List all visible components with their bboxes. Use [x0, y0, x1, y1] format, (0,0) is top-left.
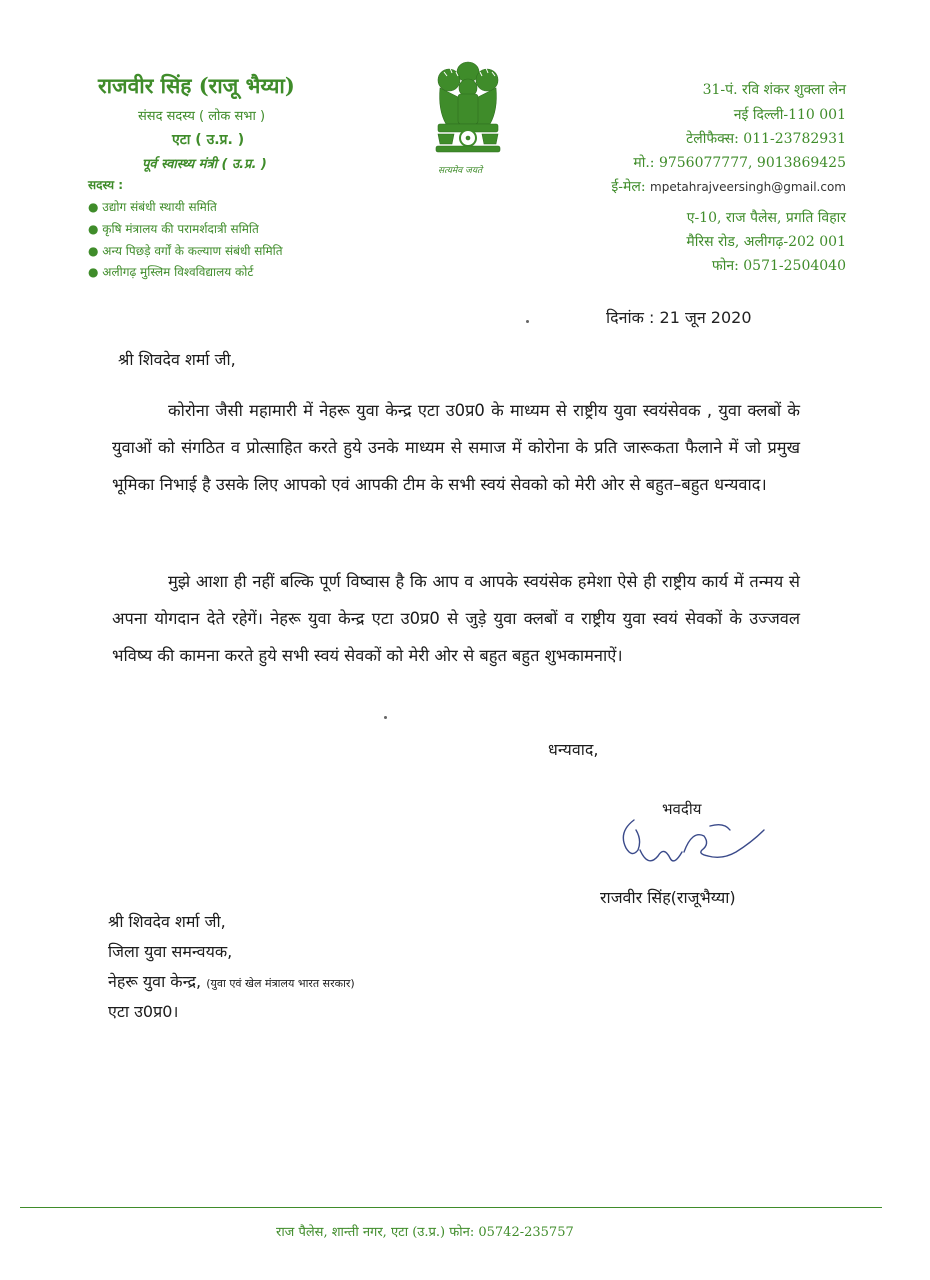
aligarh-address-line1: ए-10, राज पैलेस, प्रगति विहार [686, 210, 846, 226]
signer-name: राजवीर सिंह(राजूभैय्या) [600, 888, 736, 907]
committee-item: ● अन्य पिछड़े वर्गों के कल्याण संबंधी समिति [88, 244, 283, 258]
closing-thanks: धन्यवाद, [548, 740, 599, 759]
emblem-motto: सत्यमेव जयते [438, 166, 483, 176]
body-paragraph-1: कोरोना जैसी महामारी में नेहरू युवा केन्द्र एटा उ0प्र0 के माध्यम से राष्ट्रीय युवा स्वयंसेवक , युवा क्लबों के युवाओं को संगठित व प्रोत्साहित करते हुये उनके माध्यम से समाज में कोरोना के प्रति जारूकता फैलाने में जो प्रमुख भूमिका निभाई है उसके लिए आपको एवं आपकी टीम के सभी स्वयं सेवको को मेरी ओर से बहुत–बहुत धन्यवाद। [112, 401, 800, 494]
delhi-address-line1: 31-पं. रवि शंकर शुक्ला लेन [702, 82, 846, 98]
aligarh-address-line2: मैरिस रोड, अलीगढ़-202 001 [686, 234, 846, 250]
scan-speck [526, 320, 529, 323]
aligarh-phone: फोन: 0571-2504040 [711, 258, 846, 274]
sender-role: संसद सदस्य ( लोक सभा ) [138, 109, 266, 124]
sender-name: राजवीर सिंह (राजू भैय्या) [98, 73, 295, 98]
delhi-address-line2: नई दिल्ली-110 001 [733, 107, 846, 123]
ashoka-emblem-icon [430, 58, 506, 166]
committee-item: ● उद्योग संबंधी स्थायी समिति [88, 200, 217, 214]
scan-speck [384, 716, 387, 719]
footer-address: राज पैलेस, शान्ती नगर, एटा (उ.प्र.) फोन: 05742-235757 [276, 1225, 574, 1240]
footer-divider [20, 1207, 882, 1208]
recipient-organization-note: (युवा एवं खेल मंत्रालय भारत सरकार) [206, 977, 355, 990]
telefax: टेलीफैक्स: 011-23782931 [686, 131, 846, 147]
salutation: श्री शिवदेव शर्मा जी, [118, 350, 236, 369]
body-paragraph-2: मुझे आशा ही नहीं बल्कि पूर्ण विष्वास है कि आप व आपके स्वयंसेक हमेशा ऐसे ही राष्ट्रीय कार्य में तन्मय से अपना योगदान देते रहेगें। नेहरू युवा केन्द्र एटा उ0प्र0 से जुड़े युवा क्लबों व राष्ट्रीय युवा स्वयं सेवकों के उज्जवल भविष्य की कामना करते हुये सभी स्वयं सेवकों को मेरी ओर से बहुत बहुत शुभकामनाऐं। [112, 572, 800, 665]
email-link[interactable]: mpetahrajveersingh@gmail.com [650, 180, 846, 194]
email-label: ई-मेल: [611, 179, 646, 195]
closing-yours: भवदीय [662, 800, 702, 818]
letter-date: दिनांक : 21 जून 2020 [606, 308, 752, 327]
committee-item: ● अलीगढ़ मुस्लिम विश्वविद्यालय कोर्ट [88, 265, 254, 279]
handwritten-signature [612, 800, 772, 880]
recipient-name: श्री शिवदेव शर्मा जी, [108, 912, 226, 931]
recipient-designation: जिला युवा समन्वयक, [108, 942, 233, 961]
sender-former-post: पूर्व स्वास्थ्य मंत्री ( उ.प्र. ) [142, 157, 267, 172]
sender-constituency: एटा ( उ.प्र. ) [172, 132, 245, 148]
email-line [611, 177, 846, 196]
recipient-organization: नेहरू युवा केन्द्र, (युवा एवं खेल मंत्रालय भारत सरकार) [108, 972, 355, 991]
members-label: सदस्य : [88, 178, 124, 192]
recipient-city: एटा उ0प्र0। [108, 1002, 179, 1021]
mobile: मो.: 9756077777, 9013869425 [633, 155, 846, 171]
committee-item: ● कृषि मंत्रालय की परामर्शदात्री समिति [88, 222, 259, 236]
